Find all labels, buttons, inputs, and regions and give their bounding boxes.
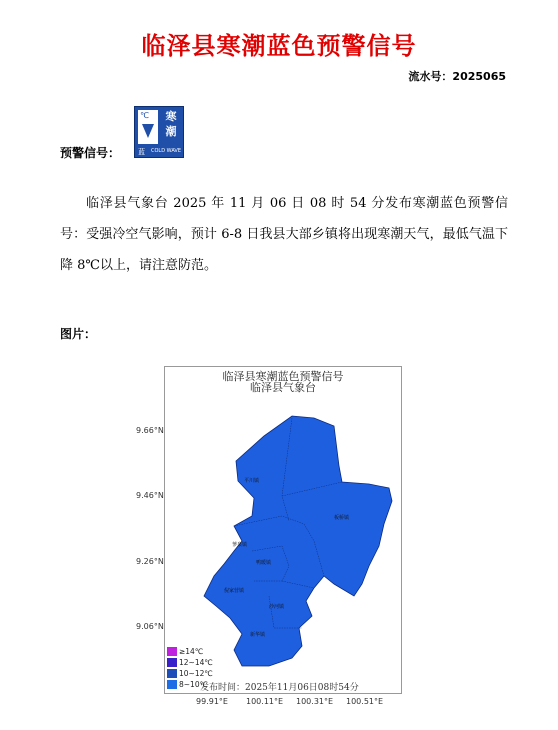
legend-item	[167, 668, 237, 679]
legend-label: 10~12℃	[179, 669, 213, 678]
town-label: 鸭暖镇	[256, 560, 272, 566]
lon-label: 100.51°E	[346, 697, 384, 706]
publish-time: 发布时间：2025年11月06日08时54分	[200, 683, 359, 693]
town-label: 板桥镇	[334, 515, 350, 521]
town-labels	[164, 366, 402, 694]
lat-label: 9.66°N	[136, 426, 164, 435]
legend-swatch	[167, 647, 177, 656]
thermometer-down-icon	[138, 110, 158, 144]
lat-label: 9.26°N	[136, 557, 164, 566]
figure-label: 图片：	[60, 327, 97, 341]
town-label: 蓼泉镇	[232, 542, 248, 548]
page-title: 临泽县寒潮蓝色预警信号	[141, 32, 417, 60]
signal-label: 预警信号：	[60, 146, 121, 160]
map-title: 临泽县寒潮蓝色预警信号	[222, 370, 344, 383]
icon-char-1: 寒	[165, 110, 177, 123]
legend-item	[167, 646, 237, 657]
lon-label: 100.31°E	[296, 697, 334, 706]
down-arrow-icon	[142, 124, 154, 138]
legend-label: ≥14℃	[179, 647, 204, 656]
icon-level: 蓝	[138, 148, 145, 156]
serial-number: 流水号：2025065	[408, 70, 506, 83]
legend-item	[167, 657, 237, 668]
icon-chinese-text	[161, 109, 181, 139]
icon-char-2: 潮	[165, 125, 177, 138]
cold-wave-blue-icon	[134, 106, 184, 158]
degree-unit: ℃	[140, 111, 149, 120]
town-label: 新华镇	[250, 632, 266, 638]
lat-label: 9.06°N	[136, 622, 164, 631]
lon-label: 99.91°E	[196, 697, 228, 706]
icon-english: COLD WAVE	[151, 148, 182, 154]
legend-swatch	[167, 658, 177, 667]
map-subtitle: 临泽县气象台	[250, 381, 316, 394]
signal-row	[60, 106, 260, 160]
legend-label: 8~10℃	[179, 680, 209, 689]
town-label: 沙河镇	[269, 604, 285, 610]
warning-map	[136, 366, 404, 708]
town-label: 倪家营镇	[224, 588, 245, 594]
town-label: 平川镇	[244, 478, 260, 484]
warning-body: 临泽县气象台 2025 年 11 月 06 日 08 时 54 分发布寒潮蓝色预警信号：受强冷空气影响，预计 6-8 日我县大部乡镇将出现寒潮天气，最低气温下降 8℃以上，请注意防范。	[60, 196, 508, 273]
legend-swatch	[167, 669, 177, 678]
lat-label: 9.46°N	[136, 491, 164, 500]
legend-swatch	[167, 680, 177, 689]
legend-label: 12~14℃	[179, 658, 213, 667]
lon-label: 100.11°E	[246, 697, 284, 706]
